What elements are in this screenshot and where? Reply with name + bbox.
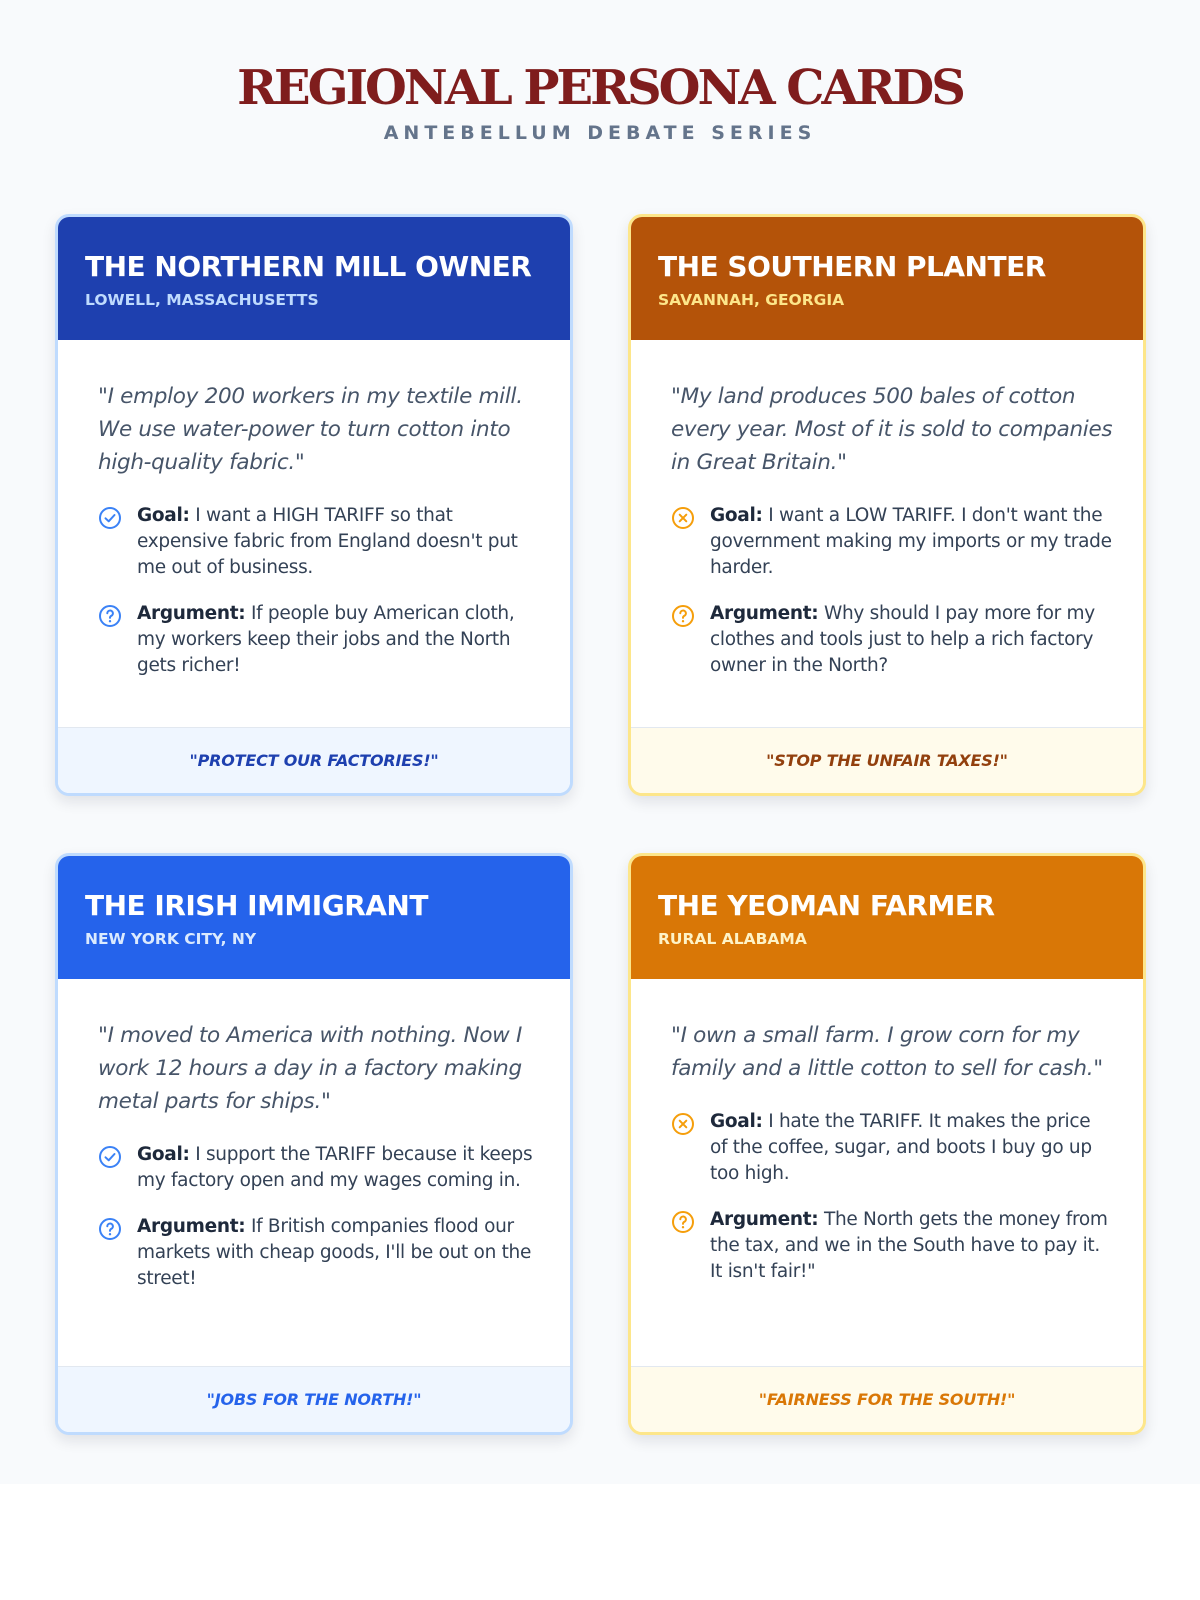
x-circle-icon: [671, 1112, 695, 1136]
card-location: NEW YORK CITY, NY: [85, 930, 257, 948]
card-header: [631, 217, 1143, 340]
argument-text: If British companies flood our markets with cheap goods, I'll be out on the street!: [137, 1216, 532, 1289]
persona-card-yeoman-farmer: [628, 853, 1146, 1435]
persona-quote: "I employ 200 workers in my textile mill. We use water-power to turn cotton into high-quality fabric.": [98, 384, 523, 475]
page-header: [0, 60, 1200, 144]
argument-point: [671, 601, 1113, 679]
argument-point: [671, 1207, 1113, 1285]
goal-label: Goal:: [137, 505, 190, 526]
argument-text: The North gets the money from the tax, and we in the South have to pay it. It isn't fair!": [710, 1209, 1108, 1282]
page-title: REGIONAL PERSONA CARDS: [237, 60, 963, 116]
goal-point: [671, 1109, 1113, 1187]
goal-point: [671, 503, 1113, 581]
persona-quote: "I own a small farm. I grow corn for my family and a little cotton to sell for cash.": [671, 1023, 1103, 1081]
goal-label: Goal:: [710, 1111, 763, 1132]
question-circle-icon: [98, 604, 122, 628]
card-title: THE YEOMAN FARMER: [658, 889, 995, 922]
card-slogan: "PROTECT OUR FACTORIES!": [58, 727, 570, 793]
argument-label: Argument:: [137, 1216, 246, 1237]
card-location: RURAL ALABAMA: [658, 930, 807, 948]
goal-text: I hate the TARIFF. It makes the price of the coffee, sugar, and boots I buy go up too high.: [710, 1111, 1092, 1184]
persona-card-irish-immigrant: [55, 853, 573, 1435]
check-circle-icon: [98, 506, 122, 530]
question-circle-icon: [671, 604, 695, 628]
card-body: [58, 340, 570, 727]
card-header: [631, 856, 1143, 979]
card-body: [58, 979, 570, 1366]
card-location: SAVANNAH, GEORGIA: [658, 291, 845, 309]
card-location: LOWELL, MASSACHUSETTS: [85, 291, 319, 309]
card-body: [631, 979, 1143, 1366]
goal-text: I want a HIGH TARIFF so that expensive fabric from England doesn't put me out of business.: [137, 505, 518, 578]
persona-quote: "My land produces 500 bales of cotton every year. Most of it is sold to companies in Great Britain.": [671, 384, 1113, 475]
argument-label: Argument:: [710, 603, 819, 624]
card-slogan: "JOBS FOR THE NORTH!": [58, 1366, 570, 1432]
check-circle-icon: [98, 1145, 122, 1169]
goal-label: Goal:: [710, 505, 763, 526]
persona-card-grid: [0, 214, 1200, 1454]
argument-point: [98, 601, 540, 679]
question-circle-icon: [671, 1210, 695, 1234]
card-header: [58, 217, 570, 340]
card-header: [58, 856, 570, 979]
card-body: [631, 340, 1143, 727]
argument-label: Argument:: [710, 1209, 819, 1230]
argument-text: Why should I pay more for my clothes and tools just to help a rich factory owner in the North?: [710, 603, 1095, 676]
card-title: THE NORTHERN MILL OWNER: [85, 250, 532, 283]
argument-point: [98, 1214, 540, 1292]
argument-label: Argument:: [137, 603, 246, 624]
goal-text: I want a LOW TARIFF. I don't want the government making my imports or my trade harder.: [710, 505, 1112, 578]
argument-text: If people buy American cloth, my workers keep their jobs and the North gets richer!: [137, 603, 515, 676]
goal-point: [98, 503, 540, 581]
persona-card-northern-mill-owner: [55, 214, 573, 796]
page-subtitle: ANTEBELLUM DEBATE SERIES: [383, 122, 817, 144]
question-circle-icon: [98, 1217, 122, 1241]
goal-point: [98, 1142, 540, 1194]
persona-card-southern-planter: [628, 214, 1146, 796]
card-slogan: "FAIRNESS FOR THE SOUTH!": [631, 1366, 1143, 1432]
card-slogan: "STOP THE UNFAIR TAXES!": [631, 727, 1143, 793]
persona-quote: "I moved to America with nothing. Now I work 12 hours a day in a factory making metal parts for ships.": [98, 1023, 523, 1114]
card-title: THE SOUTHERN PLANTER: [658, 250, 1046, 283]
card-title: THE IRISH IMMIGRANT: [85, 889, 428, 922]
goal-label: Goal:: [137, 1144, 190, 1165]
x-circle-icon: [671, 506, 695, 530]
goal-text: I support the TARIFF because it keeps my factory open and my wages coming in.: [137, 1144, 533, 1191]
